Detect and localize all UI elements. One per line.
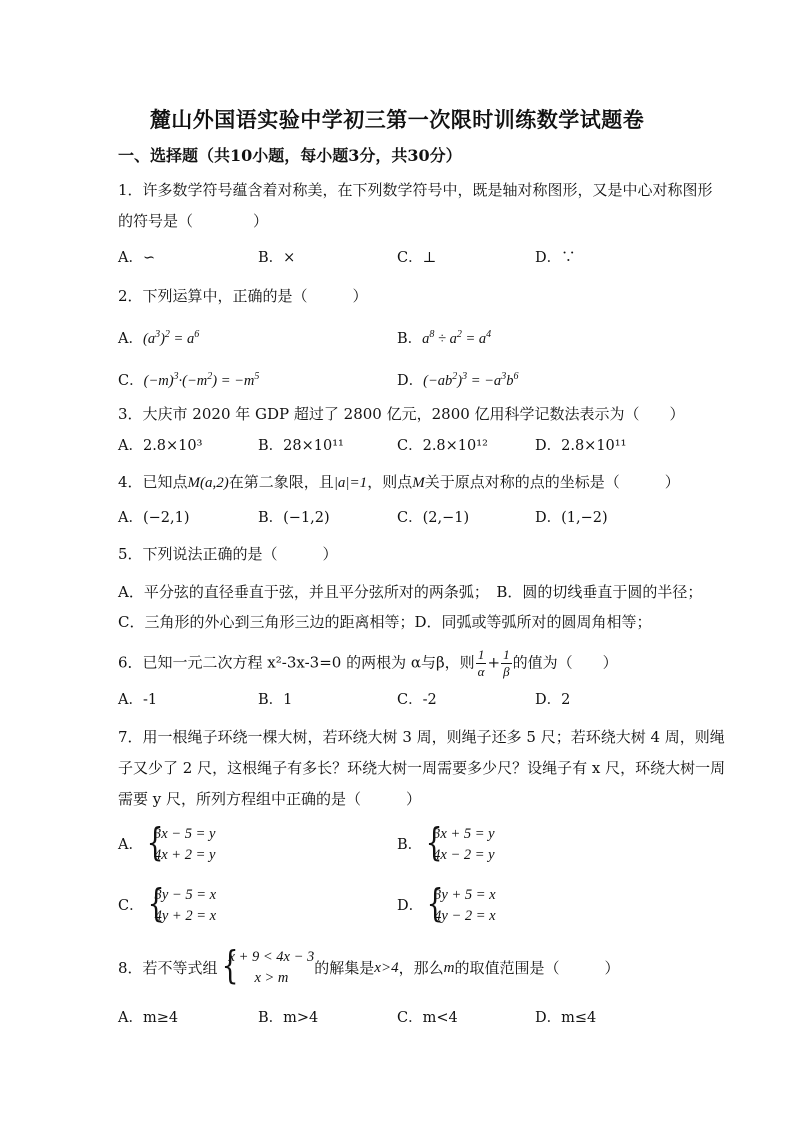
- q7-option-d: [397, 881, 496, 927]
- q8-variable: m: [443, 960, 455, 976]
- q1-option-b: B．×: [258, 250, 296, 266]
- q2-option-a-formula: $(a^3)^2 = a^6$: [142, 329, 200, 347]
- q8-stem-part3: ，那么: [398, 959, 444, 977]
- q7-option-c: [118, 881, 217, 927]
- q2-option-d: [397, 367, 518, 391]
- q6-option-a: A．-1: [118, 692, 158, 708]
- q2-option-b: [397, 325, 491, 349]
- q3-stem: 3．大庆市 2020 年 GDP 超过了 2800 亿元，2800 亿用科学记数法表示为（ ）: [118, 405, 685, 423]
- q4-point-name: M: [412, 475, 425, 491]
- q7-stem-line2: 子又少了 2 尺，这根绳子有多长？环绕大树一周需要多少尺？设绳子有 x 尺，环绕大树一周: [118, 759, 726, 777]
- q8-stem: [118, 943, 620, 989]
- q5-options-line1: A．平分弦的直径垂直于弦，并且平分弦所对的两条弧； B．圆的切线垂直于圆的半径；: [118, 583, 703, 601]
- inequality-row: x + 9 < 4x − 3: [228, 949, 315, 965]
- q6-fraction-beta: $\frac{1}{\beta}$: [503, 647, 510, 679]
- q8-stem-part4: 的取值范围是（ ）: [454, 959, 620, 977]
- q7-option-b: [397, 820, 495, 866]
- q2-option-c: [118, 367, 259, 391]
- equation-row: 3x − 5 = y: [153, 826, 216, 842]
- q2-option-d-label: D．: [397, 372, 424, 389]
- q8-stem-part1: 8．若不等式组: [118, 959, 218, 977]
- q7-option-d-system: { 3y + 5 = x 4y − 2 = x: [426, 881, 496, 925]
- q4-option-c: C．(2,−1): [397, 510, 470, 526]
- equation-row: 4y + 2 = x: [154, 908, 217, 924]
- q7-option-d-label: D．: [397, 898, 424, 914]
- equation-row: 3y + 5 = x: [434, 887, 496, 903]
- q7-option-b-label: B．: [397, 837, 423, 853]
- q4-stem: [118, 472, 680, 493]
- q7-option-c-label: C．: [118, 898, 144, 914]
- q7-option-b-system: { 3x + 5 = y 4x − 2 = y: [425, 820, 495, 864]
- q8-option-c: C．m<4: [397, 1010, 458, 1026]
- q7-option-a: [118, 820, 216, 866]
- page-title: 麓山外国语实验中学初三第一次限时训练数学试题卷: [149, 107, 645, 132]
- q7-stem-line1: 7．用一根绳子环绕一棵大树，若环绕大树 3 周，则绳子还多 5 尺；若环绕大树 4 周，则绳: [118, 728, 725, 746]
- q2-option-a: [118, 325, 199, 349]
- q6-fraction-alpha: $\frac{1}{\alpha}$: [477, 647, 485, 679]
- q7-stem-line3: 需要 y 尺，所列方程组中正确的是（ ）: [118, 790, 422, 808]
- q5-options-line2: C．三角形的外心到三角形三边的距离相等；D．同弧或等弧所对的圆周角相等；: [118, 613, 652, 631]
- q4-stem-part2: 在第二象限，且: [228, 473, 334, 491]
- q1-stem-line2: 的符号是（ ）: [118, 212, 269, 230]
- q6-stem: 6．已知一元二次方程 x²-3x-3=0 的两根为 α与β，则 $\frac{1}{\alpha}$ + $\frac{1}{\beta}$ 的值为（ ）: [118, 647, 618, 679]
- q1-option-a: A．∽: [118, 250, 156, 266]
- q4-abs: |a|=1: [333, 475, 368, 491]
- equation-row: 4y − 2 = x: [434, 908, 496, 924]
- q6-stem-part2: 的值为（ ）: [512, 653, 618, 672]
- q1-option-d: D．∵: [535, 250, 576, 266]
- q6-option-b: B．1: [258, 692, 293, 708]
- q8-solution-set: x>4: [374, 960, 399, 976]
- section-heading: 一、选择题（共10小题，每小题3分，共30分）: [118, 146, 462, 165]
- q8-stem-part2: 的解集是: [314, 959, 375, 977]
- q6-stem-part1: 6．已知一元二次方程 x²-3x-3=0 的两根为 α与β，则: [118, 653, 475, 672]
- inequality-row: x > m: [254, 970, 289, 986]
- q4-option-b: B．(−1,2): [258, 510, 330, 526]
- equation-row: 4x − 2 = y: [433, 847, 495, 863]
- q5-stem: 5．下列说法正确的是（ ）: [118, 545, 338, 563]
- q3-option-d: D．2.8×10¹¹: [535, 438, 627, 454]
- equation-row: 3x + 5 = y: [433, 826, 495, 842]
- q3-option-b: B．28×10¹¹: [258, 438, 344, 454]
- q3-option-a: A．2.8×10³: [118, 438, 203, 454]
- q1-option-c: C．⊥: [397, 250, 437, 266]
- q2-option-d-formula: $(-ab^2)^3 = -a^3b^6$: [423, 371, 519, 389]
- q3-option-c: C．2.8×10¹²: [397, 438, 488, 454]
- q2-stem: 2．下列运算中，正确的是（ ）: [118, 287, 368, 305]
- equation-row: 4x + 2 = y: [153, 847, 216, 863]
- q4-option-a: A．(−2,1): [118, 510, 190, 526]
- q6-option-d: D．2: [535, 692, 571, 708]
- q7-option-a-system: { 3x − 5 = y 4x + 2 = y: [146, 820, 216, 864]
- q2-option-c-formula: $(-m)^3\cdot(-m^2) = -m^5$: [143, 371, 260, 389]
- equation-row: 3y − 5 = x: [154, 887, 217, 903]
- q7-option-c-system: { 3y − 5 = x 4y + 2 = x: [147, 881, 217, 925]
- q8-inequality-system: { x + 9 < 4x − 3 x > m: [221, 943, 315, 987]
- q4-stem-part1: 4．已知点: [118, 473, 188, 491]
- q2-option-a-label: A．: [118, 330, 143, 347]
- q4-option-d: D．(1,−2): [535, 510, 608, 526]
- q2-option-c-label: C．: [118, 372, 144, 389]
- q7-option-a-label: A．: [118, 837, 143, 853]
- q4-stem-part4: 关于原点对称的点的坐标是（ ）: [424, 473, 680, 491]
- q4-stem-part3: ，则点: [367, 473, 413, 491]
- q2-option-b-label: B．: [397, 330, 423, 347]
- q8-option-b: B．m>4: [258, 1010, 319, 1026]
- q4-point: M(a,2): [187, 475, 229, 491]
- q2-option-b-formula: $a^8 \div a^2 = a^4$: [422, 329, 492, 347]
- q1-stem-line1: 1．许多数学符号蕴含着对称美，在下列数学符号中，既是轴对称图形，又是中心对称图形: [118, 181, 713, 199]
- q8-option-a: A．m≥4: [118, 1010, 179, 1026]
- q8-option-d: D．m≤4: [535, 1010, 597, 1026]
- q6-option-c: C．-2: [397, 692, 437, 708]
